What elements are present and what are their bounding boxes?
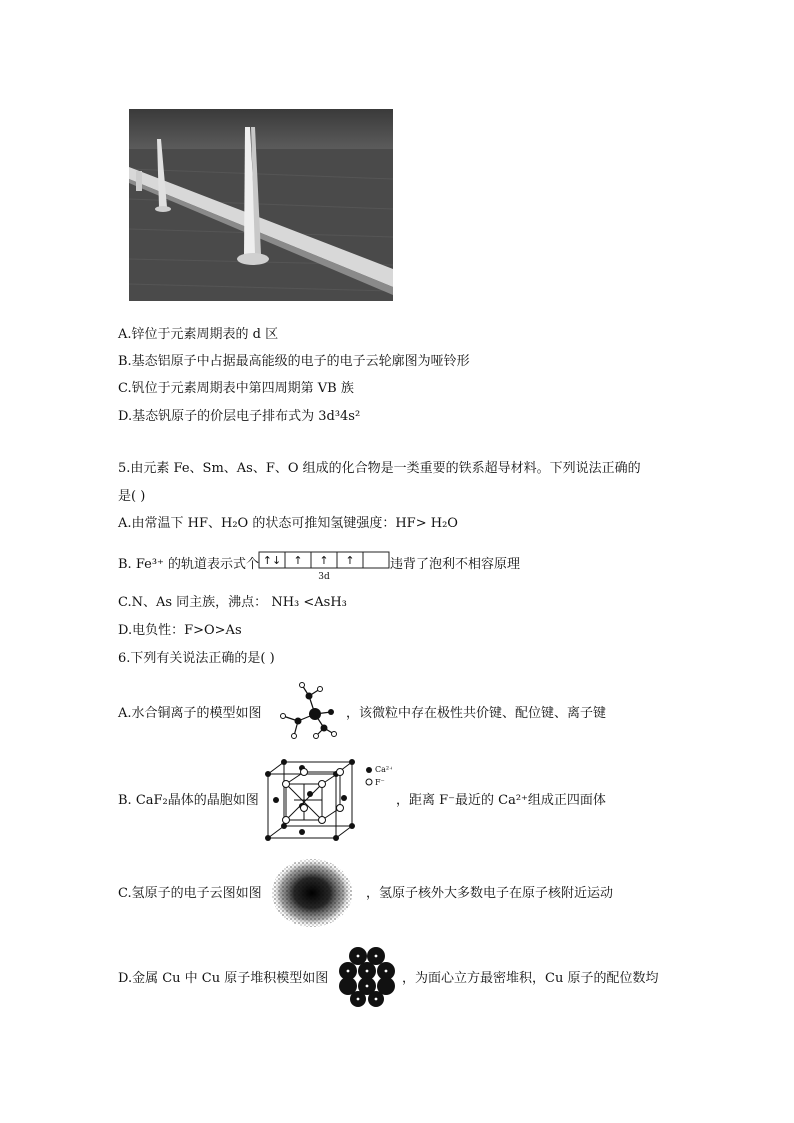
orbital-label-3d: 3d	[318, 572, 330, 581]
q6-option-a-post: ，该微粒中存在极性共价键、配位键、离子键	[346, 706, 607, 721]
orbital-box-3: ↑	[319, 554, 329, 567]
fe3-orbital-diagram	[258, 551, 390, 581]
orbital-box-4: ↑	[345, 554, 355, 567]
hydrogen-electron-cloud	[270, 858, 354, 928]
q6-option-d-post: ，为面心立方最密堆积，Cu 原子的配位数均	[402, 971, 659, 986]
hydrated-copper-ion-model	[276, 676, 344, 746]
q6-option-b-pre: B. CaF₂晶体的晶胞如图	[118, 793, 259, 808]
q5-stem-line1: 5.由元素 Fe、Sm、As、F、O 组成的化合物是一类重要的铁系超导材料。下列说法正确的	[118, 461, 641, 476]
q5-option-d: D.电负性：F>O>As	[118, 623, 242, 638]
orbital-box-2: ↑	[293, 554, 303, 567]
q4-option-d: D.基态钒原子的价层电子排布式为 3d³4s²	[118, 409, 361, 424]
q6-option-a-pre: A.水合铜离子的模型如图	[118, 706, 262, 721]
q6-option-d-pre: D.金属 Cu 中 Cu 原子堆积模型如图	[118, 971, 329, 986]
orbital-box-1: ↑↓	[262, 554, 282, 567]
caf2-unit-cell	[264, 758, 392, 842]
q5-option-a: A.由常温下 HF、H₂O 的状态可推知氢键强度：HF> H₂O	[118, 516, 458, 531]
bridge-photo	[129, 109, 393, 301]
q4-option-a: A.锌位于元素周期表的 d 区	[118, 327, 279, 342]
legend-ca-label: Ca²⁺	[375, 765, 392, 774]
legend-f-label: F⁻	[375, 778, 385, 787]
q5-option-b-pre: B. Fe³⁺ 的轨道表示式个	[118, 557, 260, 572]
q6-option-b-post: ，距离 F⁻最近的 Ca²⁺组成正四面体	[396, 793, 606, 808]
q6-option-c-pre: C.氢原子的电子云图如图	[118, 886, 262, 901]
q6-option-c-post: ，氢原子核外大多数电子在原子核附近运动	[366, 886, 614, 901]
q5-stem-line2: 是( )	[118, 489, 146, 504]
q4-option-b: B.基态铝原子中占据最高能级的电子的电子云轮廓图为哑铃形	[118, 354, 470, 369]
q4-option-c: C.钒位于元素周期表中第四周期第 ⅤB 族	[118, 381, 354, 396]
q6-stem: 6.下列有关说法正确的是( )	[118, 651, 275, 666]
q5-option-b-post: 违背了泡利不相容原理	[390, 557, 521, 572]
q5-option-c: C.N、As 同主族，沸点： NH₃ <AsH₃	[118, 595, 347, 610]
cu-packing-model	[336, 946, 400, 1008]
